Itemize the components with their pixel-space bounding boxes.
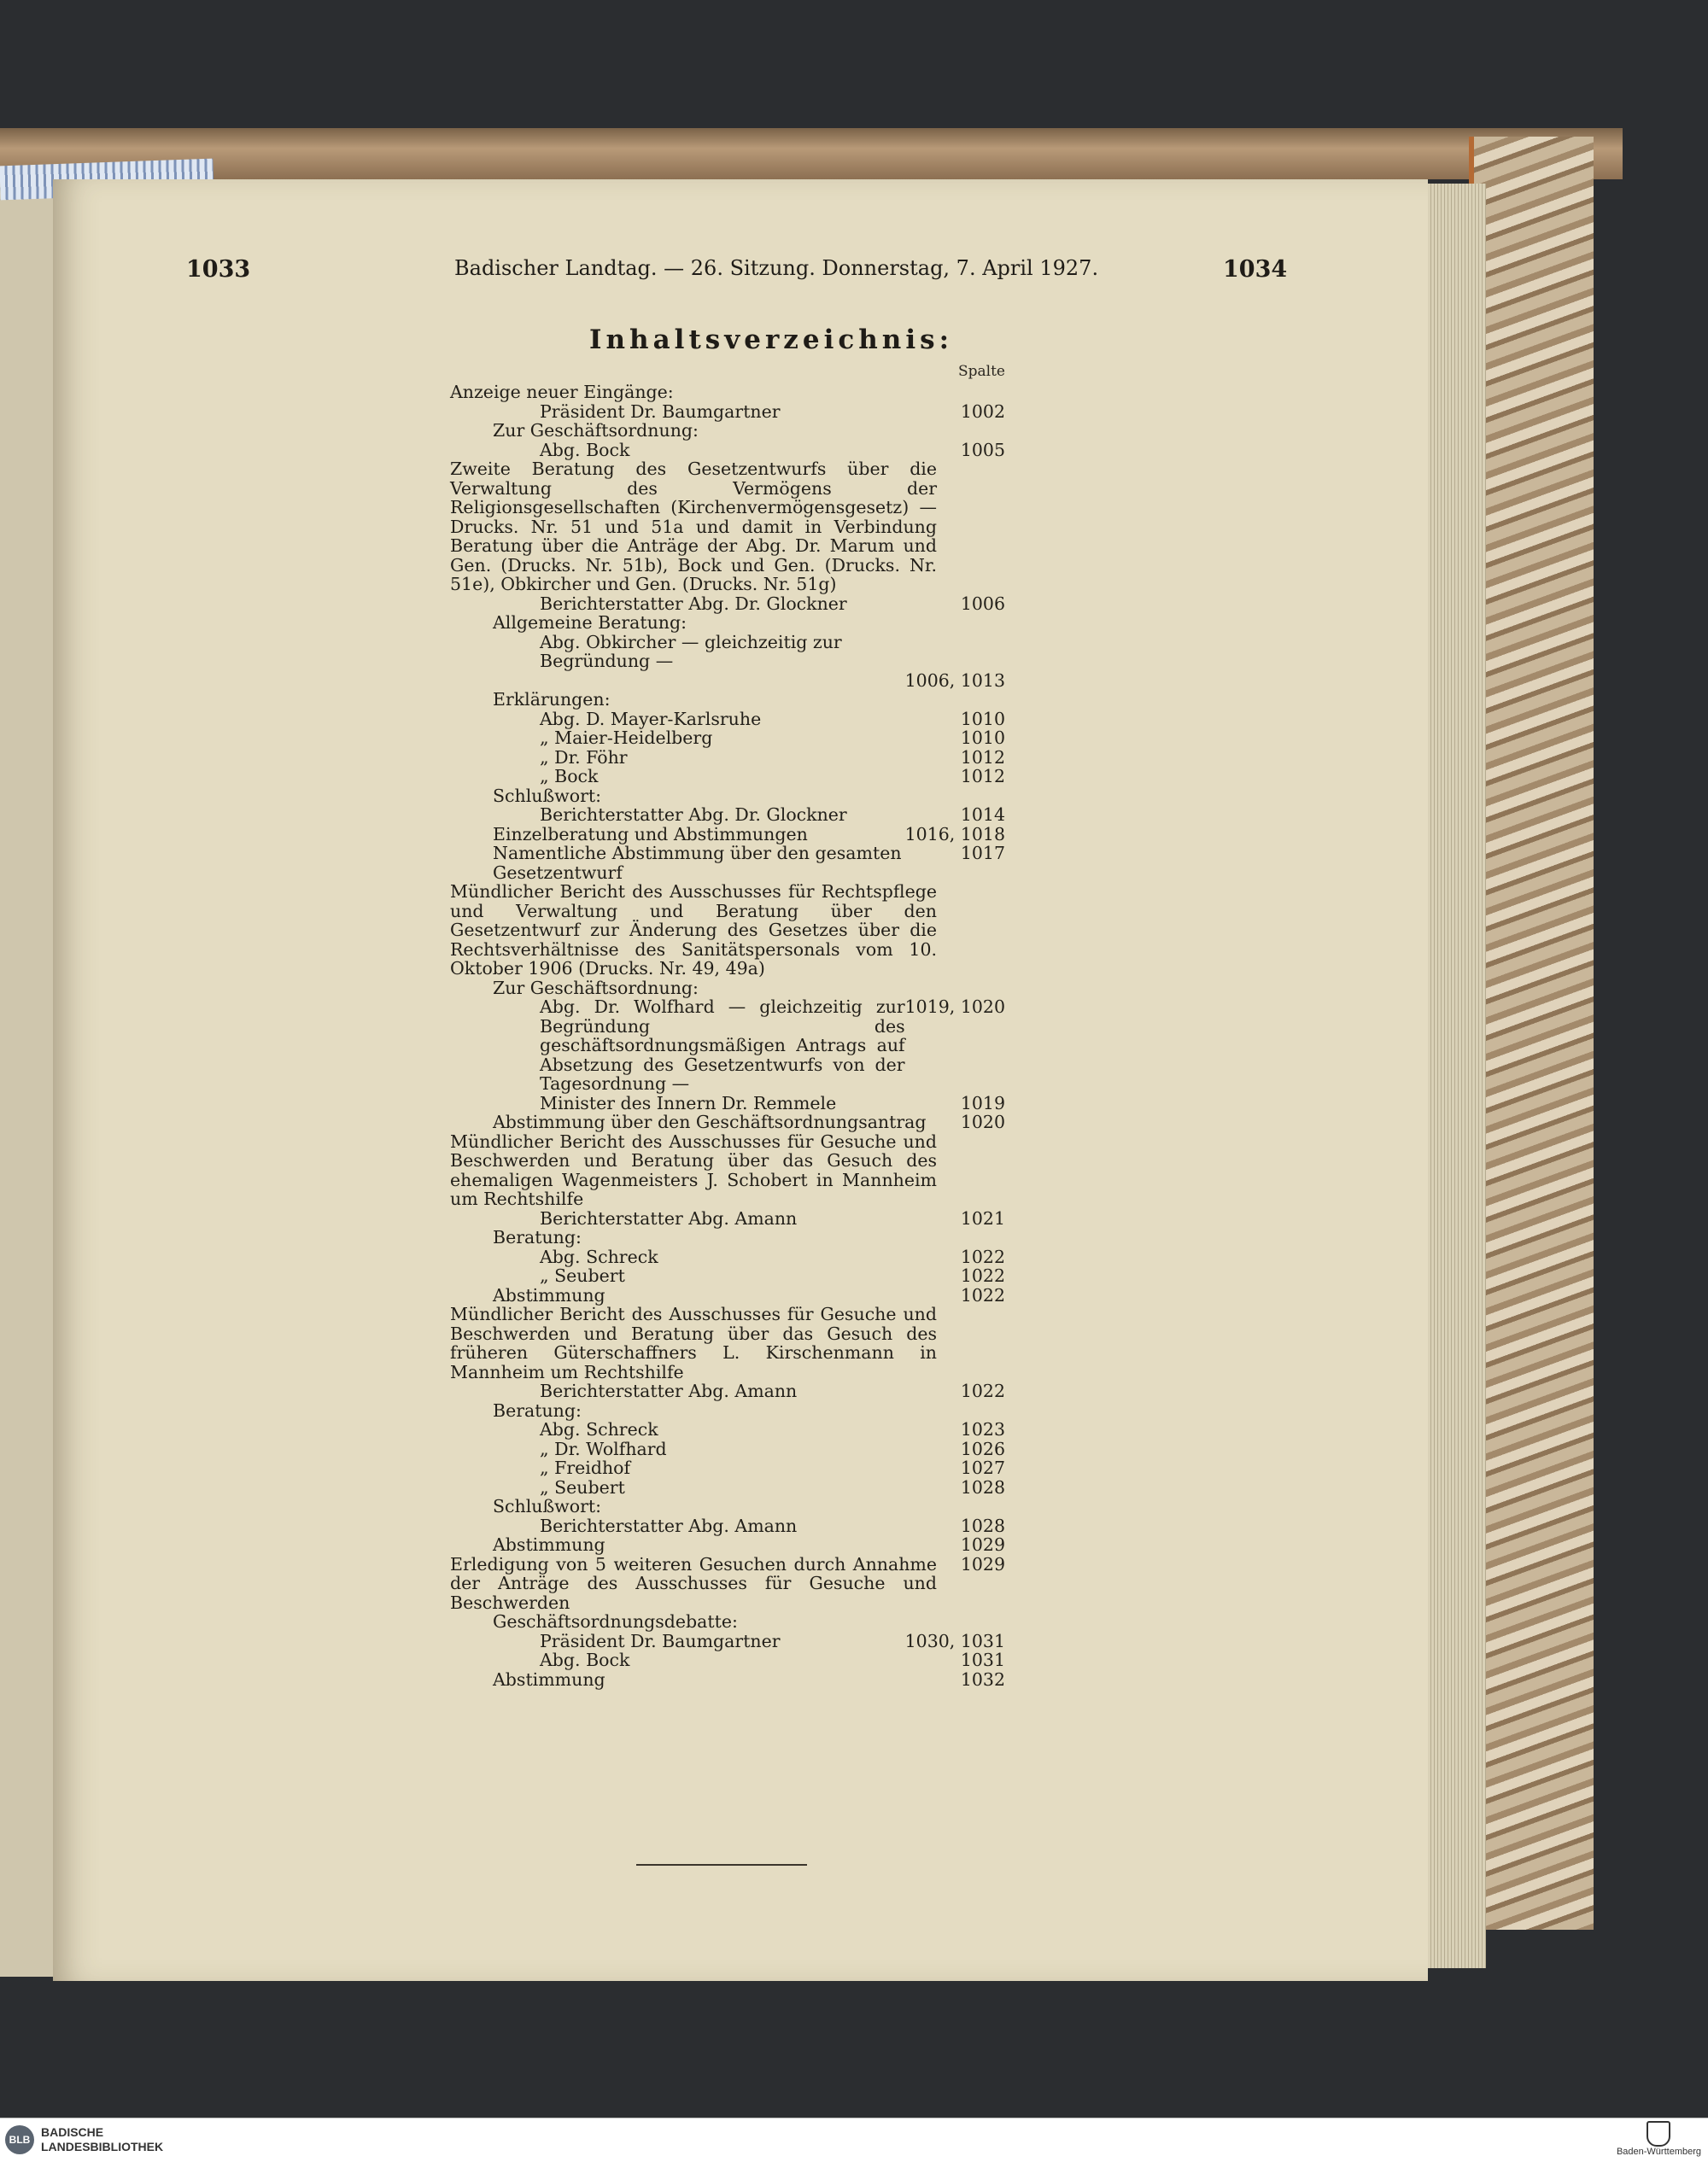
toc-entry-page: 1010 — [960, 708, 1005, 729]
toc-entry — [450, 633, 1005, 671]
toc-entry-page: 1002 — [960, 400, 1005, 422]
toc-entry-text: Erledigung von 5 weiteren Gesuchen durch Annahme der Anträge des Ausschusses für Gesuche und Beschwerden — [450, 1553, 937, 1613]
toc-entry-text: Allgemeine Beratung: — [493, 612, 687, 633]
toc-entry — [450, 1401, 1005, 1421]
toc-entry-page: 1010 — [960, 727, 1005, 748]
toc-entry-page: 1026 — [960, 1438, 1005, 1459]
toc-entry — [450, 1651, 1005, 1670]
toc-entry-text: Zur Geschäftsordnung: — [493, 420, 699, 441]
toc-entry — [450, 1113, 1005, 1132]
toc-entry — [450, 459, 1005, 594]
toc-entry-text: Beratung: — [493, 1227, 582, 1248]
toc-entry — [450, 1497, 1005, 1516]
toc-entry-text: Abg. Schreck — [540, 1419, 658, 1440]
toc-entry-text: „ Dr. Föhr — [540, 746, 628, 768]
toc-entry-text: Einzelberatung und Abstimmungen — [493, 823, 808, 844]
toc-entry — [450, 1458, 1005, 1478]
toc-entry — [450, 1420, 1005, 1440]
toc-entry-page: 1012 — [960, 766, 1005, 786]
toc-entry-page: 1023 — [960, 1419, 1005, 1440]
toc-entry — [450, 1266, 1005, 1286]
toc-entry-page: 1022 — [960, 1381, 1005, 1401]
toc-entry — [450, 613, 1005, 633]
toc-entry-text: Abg. Dr. Wolfhard — gleichzeitig zur Begründung des geschäftsordnungsmäßigen Antrags auf Absetzung des Gesetzentwurfs von der Tagesordnung — — [540, 996, 905, 1094]
toc-entry-page: 1006 — [960, 593, 1005, 614]
library-name: BADISCHE LANDESBIBLIOTHEK — [41, 2125, 164, 2153]
toc-entry-page: 1006, 1013 — [904, 669, 1005, 691]
toc-entry — [450, 979, 1005, 998]
toc-entry — [450, 1286, 1005, 1306]
toc-entry — [450, 671, 1005, 691]
toc-entry — [450, 748, 1005, 768]
toc-entry-text: Mündlicher Bericht des Ausschusses für Gesuche und Beschwerden und Beratung über das Gesuch des ehemaligen Wagenmeisters J. Schobert in Mannheim um Rechtshilfe — [450, 1131, 937, 1209]
toc-entry-page: 1028 — [960, 1476, 1005, 1498]
toc-entry-page: 1017 — [960, 843, 1005, 863]
toc-entry-text: „ Freidhof — [540, 1458, 631, 1478]
toc-entry — [450, 594, 1005, 614]
toc-entry — [450, 1612, 1005, 1632]
toc-entry-page: 1022 — [960, 1284, 1005, 1306]
toc-entry-text: Zweite Beratung des Gesetzentwurfs über die Verwaltung des Vermögens der Religionsgesellschaften (Kirchenvermögensgesetz) — Drucks. Nr. 51 und 51a und damit in Verbindung Beratung über die Anträge der Abg. Dr. Marum und Gen. (Drucks. Nr. 51b), Bock und Gen. (Drucks. Nr. 51e), Obkircher und Gen. (Drucks. Nr. 51g) — [450, 459, 937, 594]
toc-entry — [450, 1670, 1005, 1690]
toc-entry-page: 1030, 1031 — [904, 1630, 1005, 1651]
toc-entry — [450, 1248, 1005, 1267]
toc-entry — [450, 402, 1005, 422]
toc-entry-page: 1029 — [960, 1553, 1005, 1575]
toc-entry-text: Abstimmung — [493, 1534, 605, 1555]
toc-entry-page: 1005 — [960, 439, 1005, 460]
marbled-book-edge — [1469, 137, 1594, 1930]
toc-entry — [450, 441, 1005, 460]
toc-entry-page: 1016, 1018 — [904, 823, 1005, 844]
toc-entry — [450, 728, 1005, 748]
toc-entry-text: Erklärungen: — [493, 689, 611, 710]
toc-entry-text: Abstimmung über den Geschäftsordnungsantrag — [493, 1112, 927, 1132]
toc-entry-text: Schlußwort: — [493, 1496, 602, 1516]
toc-entry — [450, 767, 1005, 786]
toc-entry-text: Geschäftsordnungsdebatte: — [493, 1611, 738, 1632]
blb-logo-icon[interactable]: BLB — [5, 2125, 34, 2154]
toc-entry — [450, 1632, 1005, 1651]
toc-entry-text: Berichterstatter Abg. Amann — [540, 1381, 798, 1401]
toc-entry-page: 1029 — [960, 1534, 1005, 1555]
viewer-footer-bar — [0, 2118, 1708, 2162]
toc-entry — [450, 997, 1005, 1094]
toc-entry-page: 1031 — [960, 1650, 1005, 1670]
toc-entry-text: Abg. D. Mayer-Karlsruhe — [540, 708, 762, 729]
toc-entry — [450, 710, 1005, 729]
toc-entry-text: „ Seubert — [540, 1476, 625, 1498]
toc-entry-text: Schlußwort: — [493, 785, 602, 806]
toc-entry-text: Mündlicher Bericht des Ausschusses für Gesuche und Beschwerden und Beratung über das Gesuch des früheren Güterschaffners L. Kirschenmann in Mannheim um Rechtshilfe — [450, 1304, 937, 1382]
toc-entry — [450, 844, 1005, 882]
toc-entry — [450, 421, 1005, 441]
toc-entry-text: „ Seubert — [540, 1265, 625, 1286]
toc-entry-text: Abstimmung — [493, 1668, 605, 1690]
toc-entry-text: „ Maier-Heidelberg — [540, 727, 713, 748]
toc-entry — [450, 1440, 1005, 1459]
book-cover-top — [0, 128, 1623, 179]
toc-entry-text: Berichterstatter Abg. Dr. Glockner — [540, 804, 847, 825]
toc-entry — [450, 825, 1005, 844]
toc-entry-text: Minister des Innern Dr. Remmele — [540, 1092, 837, 1113]
toc-entry — [450, 882, 1005, 979]
toc-entry-page: 1032 — [960, 1668, 1005, 1690]
toc-entry — [450, 786, 1005, 806]
toc-entry-page: 1021 — [960, 1207, 1005, 1229]
toc-entry — [450, 1228, 1005, 1248]
toc-entry-text: Berichterstatter Abg. Dr. Glockner — [540, 593, 847, 614]
toc-entry-text: Abg. Schreck — [540, 1246, 658, 1267]
toc-entry — [450, 1209, 1005, 1229]
running-title: Badischer Landtag. — 26. Sitzung. Donnerstag, 7. April 1927. — [454, 256, 1099, 280]
toc-entry — [450, 383, 1005, 402]
toc-entry — [450, 1516, 1005, 1536]
page-number-right: 1034 — [1223, 256, 1288, 283]
toc-entry — [450, 1382, 1005, 1401]
toc-entry-text: Berichterstatter Abg. Amann — [540, 1207, 798, 1229]
toc-entry-page: 1012 — [960, 746, 1005, 768]
toc-entry — [450, 1305, 1005, 1382]
toc-entry — [450, 805, 1005, 825]
toc-entry-text: Anzeige neuer Eingänge: — [450, 382, 674, 402]
page-stack-edges — [1418, 184, 1486, 1968]
toc-entry-text: Abstimmung — [493, 1284, 605, 1306]
state-name: Baden-Württemberg — [1616, 2147, 1701, 2157]
toc-entry-text: Präsident Dr. Baumgartner — [540, 1630, 781, 1651]
toc-title: Inhaltsverzeichnis: — [589, 324, 954, 355]
toc-entry-text: Namentliche Abstimmung über den gesamten Gesetzentwurf — [493, 843, 902, 883]
toc-entry-text: Berichterstatter Abg. Amann — [540, 1515, 798, 1536]
toc-entry-text: Zur Geschäftsordnung: — [493, 977, 699, 998]
toc-entry — [450, 1535, 1005, 1555]
toc-entry-page: 1019, 1020 — [904, 996, 1005, 1017]
toc-entry-text: Beratung: — [493, 1399, 582, 1421]
page-number-left: 1033 — [186, 256, 251, 283]
toc-entry-text: „ Bock — [540, 766, 599, 786]
toc-entry-page: 1014 — [960, 804, 1005, 825]
toc-entry — [450, 1132, 1005, 1209]
toc-entry-page: 1019 — [960, 1092, 1005, 1113]
toc-list — [450, 383, 1005, 1689]
toc-entry-page: 1022 — [960, 1246, 1005, 1267]
toc-entry-page: 1027 — [960, 1458, 1005, 1478]
facing-page-edge — [0, 175, 60, 1977]
toc-entry-text: Abg. Bock — [540, 1650, 630, 1670]
toc-entry-text: Mündlicher Bericht des Ausschusses für Rechtspflege und Verwaltung und Beratung über den Gesetzentwurf zur Änderung des Gesetzes über die Rechtsverhältnisse des Sanitätspersonals vom 10. Oktober 1906 (Drucks. Nr. 49, 49a) — [450, 881, 937, 979]
toc-entry-text: Abg. Bock — [540, 439, 630, 460]
baden-wuerttemberg-seal-icon — [1647, 2121, 1670, 2147]
toc-entry-page: 1022 — [960, 1265, 1005, 1286]
toc-entry — [450, 1555, 1005, 1613]
toc-entry — [450, 690, 1005, 710]
column-header-spalte: Spalte — [958, 363, 1005, 380]
toc-entry — [450, 1094, 1005, 1113]
toc-entry-page: 1020 — [960, 1112, 1005, 1132]
toc-entry-text: Präsident Dr. Baumgartner — [540, 400, 781, 422]
toc-entry-page: 1028 — [960, 1515, 1005, 1536]
toc-entry-text: „ Dr. Wolfhard — [540, 1438, 667, 1459]
section-separator — [636, 1864, 807, 1866]
toc-entry-text: Abg. Obkircher — gleichzeitig zur Begründung — — [540, 631, 842, 671]
toc-entry — [450, 1478, 1005, 1498]
